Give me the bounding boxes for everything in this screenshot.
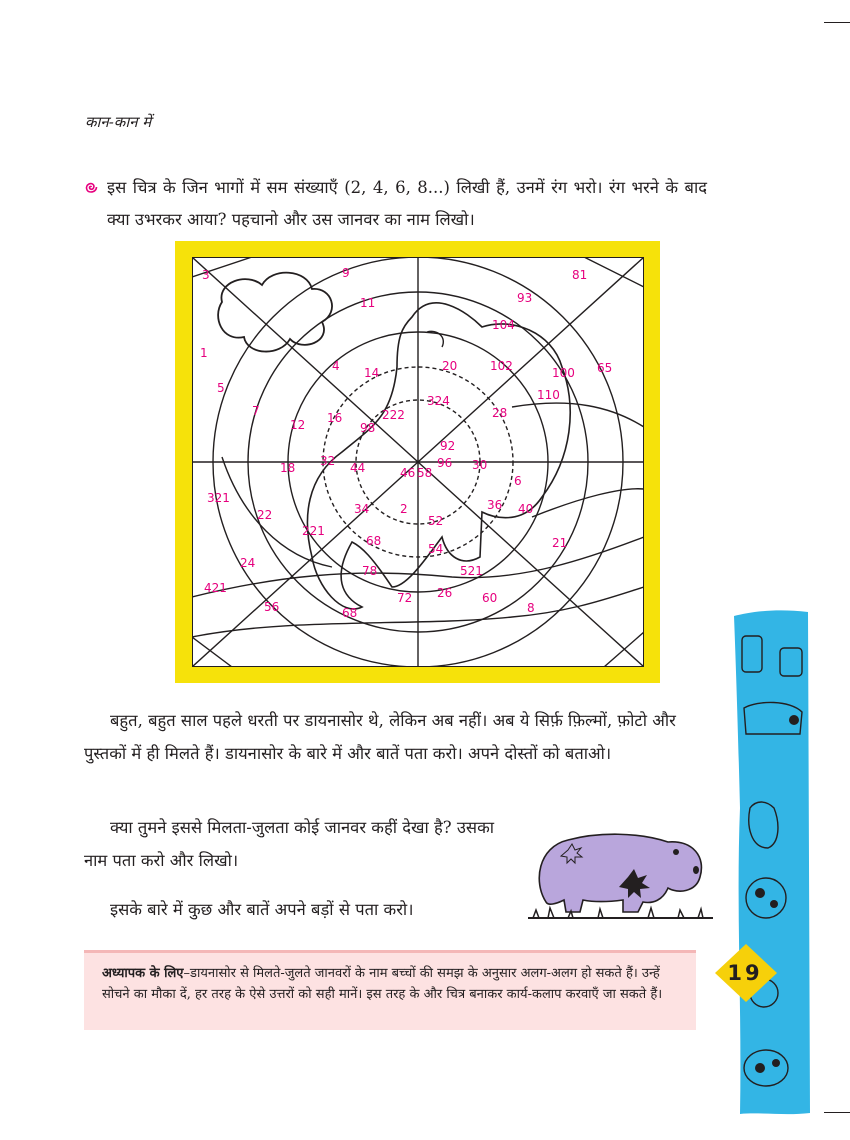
- puzzle-number: 4: [332, 359, 340, 373]
- puzzle-number: 32: [320, 454, 336, 468]
- puzzle-number: 3: [202, 268, 210, 282]
- puzzle-number: 26: [437, 586, 453, 600]
- puzzle-number: 324: [427, 394, 450, 408]
- puzzle-number: 65: [597, 361, 613, 375]
- puzzle-number: 30: [472, 458, 488, 472]
- puzzle-number: 104: [492, 318, 515, 332]
- puzzle-number: 28: [492, 406, 508, 420]
- paragraph-dinosaurs: बहुत, बहुत साल पहले धरती पर डायनासोर थे, लेकिन अब नहीं। अब ये सिर्फ़ फ़िल्मों, फ़ोटो और पुस्तकों में ही मिलते हैं। डायनासोर के बारे में और बातें पता करो। अपने दोस्तों को बताओ।: [84, 711, 676, 763]
- puzzle-number: 24: [240, 556, 256, 570]
- running-head: कान-कान में: [85, 113, 152, 131]
- page-number: 19: [727, 961, 763, 985]
- puzzle-number: 6: [514, 474, 522, 488]
- puzzle-number: 110: [537, 388, 560, 402]
- puzzle-number: 9: [342, 266, 350, 280]
- hippo-illustration: [528, 822, 713, 922]
- puzzle-number: 222: [382, 408, 405, 422]
- paragraph-similar-animal: क्या तुमने इससे मिलता-जुलता कोई जानवर कहीं देखा है? उसका नाम पता करो और लिखो।: [84, 818, 495, 870]
- puzzle-number: 1: [200, 346, 208, 360]
- puzzle-number: 60: [482, 591, 498, 605]
- crop-mark-top: [824, 22, 850, 23]
- puzzle-number: 40: [518, 502, 534, 516]
- paragraph-ask-elders: इसके बारे में कुछ और बातें अपने बड़ों से पता करो।: [110, 900, 414, 919]
- puzzle-number: 92: [440, 439, 456, 453]
- puzzle-number: 81: [572, 268, 588, 282]
- puzzle-number: 68: [342, 606, 358, 620]
- puzzle-number: 72: [397, 591, 413, 605]
- puzzle-number: 54: [428, 542, 444, 556]
- activity-instruction: इस चित्र के जिन भागों में सम संख्याएँ (2, 4, 6, 8...) लिखी हैं, उनमें रंग भरो। रंग भरने के बाद क्या उभरकर आया? पहचानो और उस जानवर का नाम लिखो।: [107, 178, 707, 229]
- puzzle-number: 58: [417, 466, 433, 480]
- puzzle-number: 11: [360, 296, 376, 310]
- puzzle-number: 44: [350, 461, 366, 475]
- puzzle-number: 22: [257, 508, 273, 522]
- crop-mark-bottom: [824, 1112, 850, 1113]
- puzzle-number: 321: [207, 491, 230, 505]
- puzzle-number: 68: [366, 534, 382, 548]
- puzzle-number: 78: [362, 564, 378, 578]
- puzzle-number: 98: [360, 421, 376, 435]
- puzzle-number: 56: [264, 600, 280, 614]
- teacher-note-label: अध्यापक के लिए: [102, 966, 184, 981]
- puzzle-number: 421: [204, 581, 227, 595]
- puzzle-number: 20: [442, 359, 458, 373]
- puzzle-number: 14: [364, 366, 380, 380]
- spiral-bullet-icon: [84, 180, 98, 194]
- puzzle-number: 221: [302, 524, 325, 538]
- puzzle-number: 521: [460, 564, 483, 578]
- side-decoration-strip: [730, 608, 812, 1118]
- puzzle-number: 96: [437, 456, 453, 470]
- number-coloring-puzzle: [175, 241, 660, 683]
- puzzle-number: 34: [354, 502, 370, 516]
- puzzle-number: 16: [327, 411, 343, 425]
- puzzle-number: 7: [252, 404, 260, 418]
- puzzle-number: 46: [400, 466, 416, 480]
- puzzle-number: 5: [217, 381, 225, 395]
- puzzle-number: 2: [400, 502, 408, 516]
- teacher-note-text: –डायनासोर से मिलते-जुलते जानवरों के नाम बच्चों की समझ के अनुसार अलग-अलग हो सकते हैं। उन्हें सोचने का मौका दें, हर तरह के ऐसे उत्तरों को सही मानें। इस तरह के और चित्र बनाकर कार्य-कलाप करवाएँ जा सकते हैं।: [102, 966, 663, 1002]
- puzzle-number: 100: [552, 366, 575, 380]
- puzzle-number: 18: [280, 461, 296, 475]
- teacher-note: [84, 950, 696, 1030]
- puzzle-number: 102: [490, 359, 513, 373]
- puzzle-number: 8: [527, 601, 535, 615]
- puzzle-drawing: [192, 257, 644, 667]
- puzzle-number: 93: [517, 291, 533, 305]
- puzzle-number: 36: [487, 498, 503, 512]
- puzzle-number: 21: [552, 536, 568, 550]
- puzzle-number: 52: [428, 514, 444, 528]
- puzzle-number: 12: [290, 418, 306, 432]
